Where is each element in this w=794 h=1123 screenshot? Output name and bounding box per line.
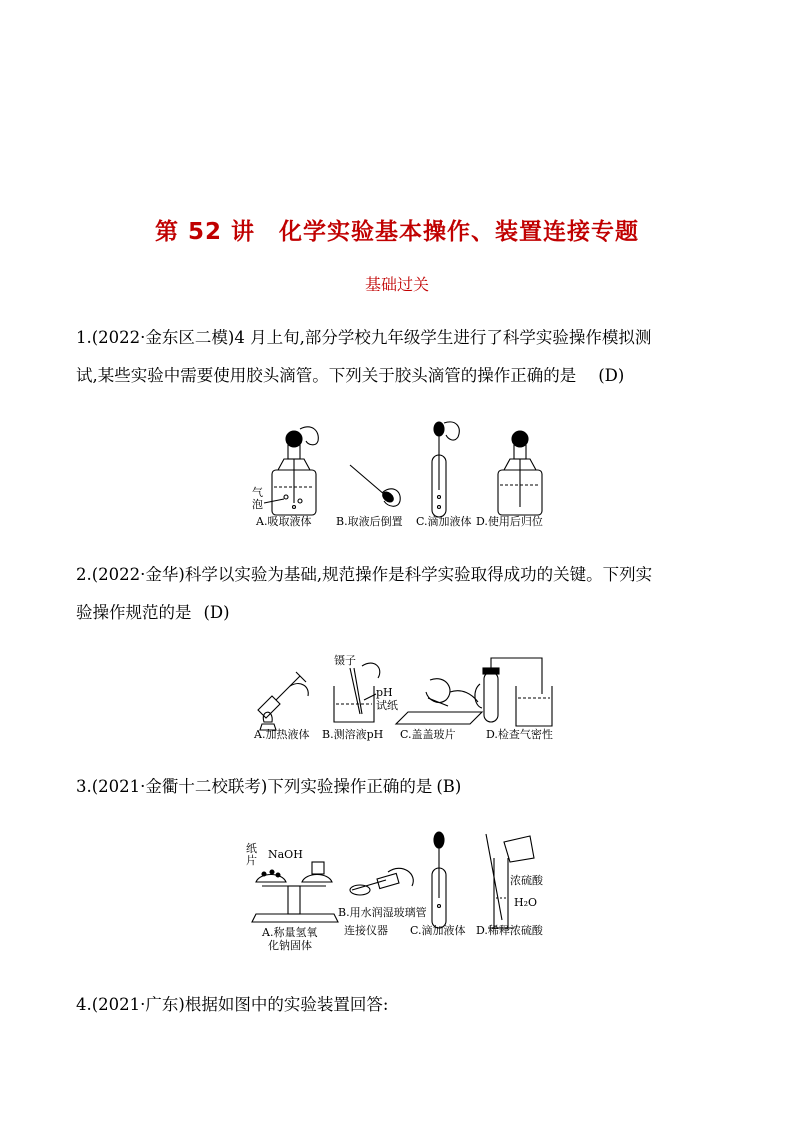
caption-c: C.滴加液体: [416, 515, 472, 528]
caption-a: A.加热液体: [254, 728, 310, 741]
bottle-a-illustration: [264, 427, 318, 515]
naoh-label: NaOH: [268, 848, 303, 861]
question-2: [76, 556, 726, 632]
airtightness-d-illustration: [475, 658, 552, 726]
question-2-figure: [250, 650, 560, 746]
question-3-answer: (B): [436, 777, 462, 796]
test-tube-c-illustration: [432, 422, 459, 517]
question-3-figure: [242, 828, 554, 960]
test-paper-label: 试纸: [376, 699, 398, 712]
dropper-operations-diagram: [250, 415, 560, 530]
caption-b: B.取液后倒置: [336, 515, 403, 528]
question-1-figure: [250, 415, 560, 534]
test-tube-c-illustration: [432, 832, 446, 928]
caption-c: C.盖盖玻片: [400, 728, 456, 741]
bubble-label-1: 气: [252, 486, 263, 499]
question-2-answer: (D): [203, 603, 230, 622]
caption-a-2: 化钠固体: [268, 939, 312, 952]
bottle-d-illustration: [498, 431, 542, 515]
dropper-b-illustration: [350, 465, 400, 506]
caption-d: D.使用后归位: [476, 515, 543, 528]
question-3: [76, 768, 726, 806]
paper-label-1: 纸: [246, 842, 257, 855]
heating-a-illustration: [258, 672, 308, 730]
bubble-label-2: 泡: [252, 498, 263, 511]
ph-label: pH: [376, 686, 393, 699]
sulfuric-acid-label: 浓硫酸: [510, 874, 543, 887]
question-3-line-1: [76, 768, 726, 806]
question-3-text: 3.(2021·金衢十二校联考)下列实验操作正确的是: [76, 777, 433, 796]
question-2-line-1: 2.(2022·金华)科学以实验为基础,规范操作是科学实验取得成功的关键。下列实: [76, 565, 653, 584]
balance-a-illustration: [252, 862, 338, 922]
caption-c: C.滴加液体: [410, 924, 466, 937]
section-subtitle: 基础过关: [364, 275, 429, 294]
question-4: [76, 986, 726, 1024]
caption-a-1: A.称量氢氧: [262, 926, 318, 939]
caption-b: B.测溶液pH: [322, 728, 384, 741]
question-1-answer: (D): [598, 366, 625, 385]
caption-d: D.稀释浓硫酸: [476, 924, 543, 937]
question-1-text: 试,某些实验中需要使用胶头滴管。下列关于胶头滴管的操作正确的是: [76, 366, 577, 385]
lab-operations-diagram-2: [242, 828, 554, 956]
page-title: 第 52 讲 化学实验基本操作、装置连接专题: [154, 219, 640, 245]
question-1: [76, 319, 726, 395]
lab-operations-diagram: [250, 650, 560, 742]
question-1-line-2: [76, 357, 726, 395]
question-2-text: 验操作规范的是: [76, 603, 192, 622]
tweezers-label: 镊子: [334, 654, 356, 667]
question-4-line-1: 4.(2021·广东)根据如图中的实验装置回答:: [76, 995, 389, 1014]
caption-a: A.吸取液体: [256, 515, 312, 528]
water-label: H₂O: [514, 896, 538, 909]
paper-label-2: 片: [246, 854, 257, 867]
ph-test-b-illustration: [334, 663, 380, 722]
question-2-line-2: [76, 594, 726, 632]
question-1-line-1: 1.(2022·金东区二模)4 月上旬,部分学校九年级学生进行了科学实验操作模拟测: [76, 328, 652, 347]
caption-b-1: B.用水润湿玻璃管: [338, 906, 427, 919]
glass-tube-b-illustration: [350, 868, 413, 895]
caption-d: D.检查气密性: [486, 728, 553, 741]
caption-b-2: 连接仪器: [344, 924, 388, 937]
cover-slip-c-illustration: [396, 679, 482, 724]
